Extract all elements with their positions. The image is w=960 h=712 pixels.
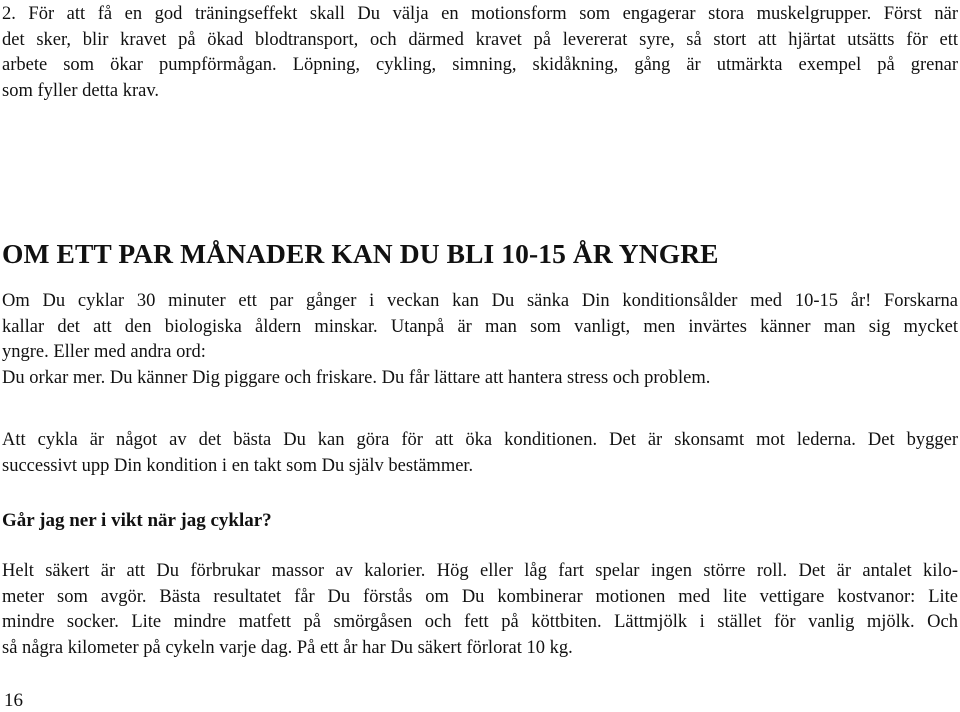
text-line: så några kilometer på cykeln varje dag. På ett år har Du säkert förlorat 10 kg. [2, 637, 573, 658]
text-line: det sker, blir kravet på ökad blodtransport, och därmed kravet på levererat syre, så stort att hjärtat utsätts för ett [2, 29, 958, 50]
text-line: Helt säkert är att Du förbrukar massor av kalorier. Hög eller låg fart spelar ingen större roll. Det är antalet kilo- [2, 561, 958, 581]
paragraph-cycling-benefits [2, 428, 958, 479]
text-line: som fyller detta krav. [2, 80, 160, 101]
text-line: arbete som ökar pumpförmågan. Löpning, cykling, simning, skidåkning, gång är utmärkta exempel på grenar [2, 55, 958, 76]
paragraph-muscle-groups [2, 2, 958, 104]
paragraph-weight-loss [2, 559, 958, 661]
text-line: Att cykla är något av det bästa Du kan göra för att öka konditionen. Det är skonsamt mot lederna. Det bygger [2, 430, 958, 450]
text-line: 2. För att få en god träningseffekt skall Du välja en motionsform som engagerar stora muskelgrupper. Först när [2, 4, 958, 24]
text-line: successivt upp Din kondition i en takt som Du själv bestämmer. [2, 455, 474, 476]
section-heading: OM ETT PAR MÅNADER KAN DU BLI 10-15 ÅR YNGRE [2, 238, 719, 269]
text-line: kallar det att den biologiska åldern minskar. Utanpå är man som vanligt, men invärtes känner man sig mycket [2, 316, 958, 337]
text-line: Du orkar mer. Du känner Dig piggare och friskare. Du får lättare att hantera stress och problem. [2, 367, 711, 388]
paragraph-konditionsalder [2, 289, 958, 391]
text-line: meter som avgör. Bästa resultatet får Du förstås om Du kombinerar motionen med lite vettigare kostvanor: Lite [2, 586, 958, 607]
text-line: mindre socker. Lite mindre matfett på smörgåsen och fett på köttbiten. Lättmjölk i stället för vanlig mjölk. Och [2, 612, 958, 633]
text-line: Om Du cyklar 30 minuter ett par gånger i veckan kan Du sänka Din konditionsålder med 10-15 år! Forskarna [2, 291, 958, 311]
page-number: 16 [4, 690, 23, 711]
text-line: yngre. Eller med andra ord: [2, 342, 206, 363]
question-heading: Går jag ner i vikt när jag cyklar? [2, 510, 272, 531]
